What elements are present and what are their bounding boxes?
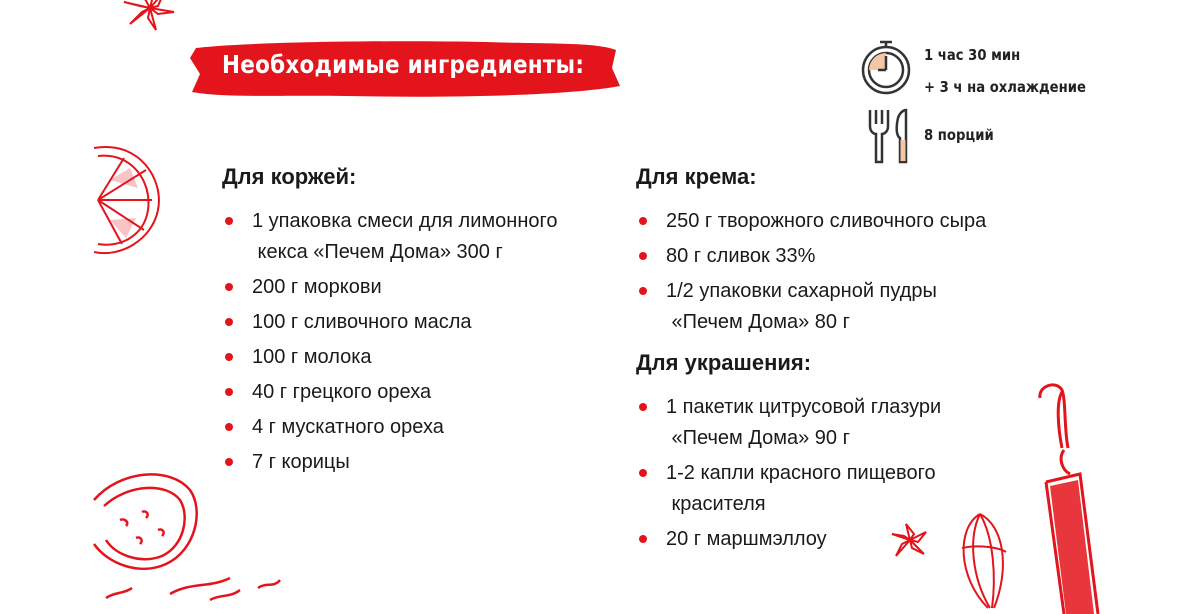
list-item: 1 пакетик цитрусовой глазури «Печем Дома» 90 г bbox=[636, 392, 1036, 454]
timer-icon bbox=[858, 38, 914, 96]
list-item: 1/2 упаковки сахарной пудры «Печем Дома» 80 г bbox=[636, 276, 1076, 338]
cook-time: 1 час 30 мин bbox=[924, 46, 1021, 64]
list-item: 250 г творожного сливочного сыра bbox=[636, 206, 1076, 237]
list-item: 100 г сливочного масла bbox=[222, 307, 632, 338]
ingredient-list-cream bbox=[636, 206, 1076, 338]
fork-knife-icon bbox=[862, 106, 914, 166]
star-anise-top-icon bbox=[118, 0, 182, 36]
list-item: 1-2 капли красного пищевого красителя bbox=[636, 458, 1036, 520]
star-anise-bottom-icon bbox=[888, 520, 932, 560]
cooling-time: + 3 ч на охлаждение bbox=[924, 78, 1086, 96]
list-item: 100 г молока bbox=[222, 342, 632, 373]
whisk-icon bbox=[950, 508, 1040, 614]
lemon-slice-icon bbox=[80, 140, 172, 260]
section-title-cream: Для крема: bbox=[636, 164, 757, 189]
page-title: Необходимые ингредиенты: bbox=[222, 50, 585, 79]
servings: 8 порций bbox=[924, 126, 994, 144]
section-cream bbox=[636, 164, 1076, 342]
list-item: 7 г корицы bbox=[222, 447, 632, 478]
list-item: 200 г моркови bbox=[222, 272, 632, 303]
section-cakes bbox=[222, 164, 632, 482]
list-item: 20 г маршмэллоу bbox=[636, 524, 1036, 555]
list-item: 40 г грецкого ореха bbox=[222, 377, 632, 408]
ingredient-list-cakes bbox=[222, 206, 632, 478]
list-item: 80 г сливок 33% bbox=[636, 241, 1076, 272]
section-title-decor: Для украшения: bbox=[636, 350, 812, 375]
bowl-sketch-icon bbox=[80, 460, 320, 614]
section-title-cakes: Для коржей: bbox=[222, 164, 357, 189]
list-item: 4 г мускатного ореха bbox=[222, 412, 632, 443]
rolling-pin-icon bbox=[1028, 378, 1118, 614]
list-item: 1 упаковка смеси для лимонного кекса «Печем Дома» 300 г bbox=[222, 206, 632, 268]
